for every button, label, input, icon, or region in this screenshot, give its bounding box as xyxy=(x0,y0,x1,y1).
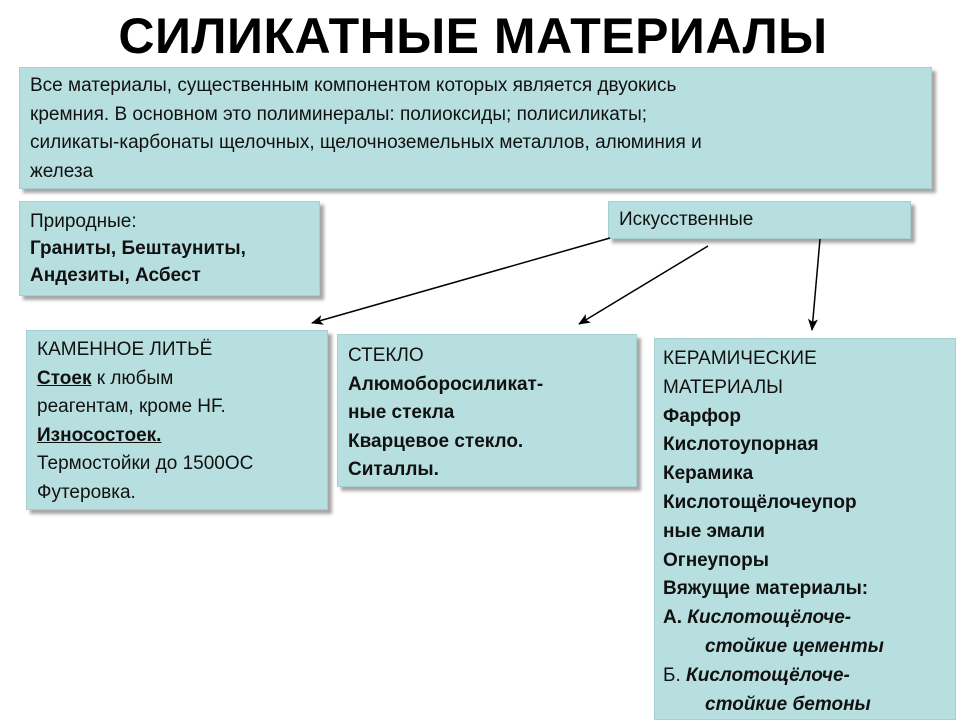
ceramics-heading: МАТЕРИАЛЫ xyxy=(663,376,784,398)
stone-casting-heading: КАМЕННОЕ ЛИТЬЁ xyxy=(37,339,213,360)
glass-box xyxy=(337,334,637,487)
artificial-label: Искусственные xyxy=(619,209,754,230)
arrow-to-glass xyxy=(579,246,708,324)
ceramics-box xyxy=(654,338,956,720)
definition-line: Все материалы, существенным компонентом которых является двуокись xyxy=(30,75,677,96)
stone-casting-line: реагентам, кроме HF. xyxy=(37,396,226,418)
ceramics-item-a xyxy=(663,604,947,633)
wear-resistant-label: Износостоек. xyxy=(37,424,162,446)
ceramics-item-a-cont: стойкие цементы xyxy=(705,635,884,657)
arrow-to-ceramics xyxy=(812,239,820,330)
ceramics-heading: КЕРАМИЧЕСКИЕ xyxy=(663,348,817,369)
natural-heading: Природные: xyxy=(30,211,137,232)
stone-casting-line: Футеровка. xyxy=(37,481,136,503)
item-a-prefix: А. xyxy=(663,607,688,629)
item-a-text: Кислотощёлоче- xyxy=(687,607,852,629)
stone-casting-box xyxy=(26,330,328,510)
definition-line: железа xyxy=(30,160,94,182)
definition-line: силикаты-карбонаты щелочных, щелочноземельных металлов, алюминия и xyxy=(30,132,702,153)
item-b-prefix: Б. xyxy=(663,664,687,686)
ceramics-line: Кислотощёлочеупор xyxy=(663,491,857,513)
glass-line: Кварцевое стекло. xyxy=(348,430,524,452)
stable-rest: к любым xyxy=(91,367,174,389)
natural-examples-line: Граниты, Бештауниты, xyxy=(30,238,246,259)
stable-word: Стоек xyxy=(37,367,92,389)
slide-title: СИЛИКАТНЫЕ МАТЕРИАЛЫ xyxy=(118,8,828,64)
arrow-to-stone-casting xyxy=(312,238,610,323)
item-b-text: Кислотощёлоче- xyxy=(686,664,850,686)
stone-casting-line: Термостойки до 1500ОС xyxy=(37,453,254,475)
glass-line: Алюмоборосиликат- xyxy=(348,373,544,395)
glass-line: Ситаллы. xyxy=(348,459,439,481)
ceramics-line: Огнеупоры xyxy=(663,549,769,571)
stone-casting-line xyxy=(37,365,317,394)
ceramics-line: Вяжущие материалы: xyxy=(663,578,869,600)
ceramics-line: Фарфор xyxy=(663,405,741,427)
definition-line: кремния. В основном это полиминералы: полиоксиды; полисиликаты; xyxy=(30,103,648,125)
ceramics-item-b-cont: стойкие бетоны xyxy=(705,693,871,715)
natural-examples-line: Андезиты, Асбест xyxy=(30,265,201,286)
ceramics-line: Кислотоупорная xyxy=(663,434,819,456)
ceramics-line: ные эмали xyxy=(663,520,765,542)
glass-heading: СТЕКЛО xyxy=(348,345,424,366)
ceramics-line: Керамика xyxy=(663,463,754,485)
glass-line: ные стекла xyxy=(348,402,455,424)
ceramics-item-b xyxy=(663,662,947,691)
